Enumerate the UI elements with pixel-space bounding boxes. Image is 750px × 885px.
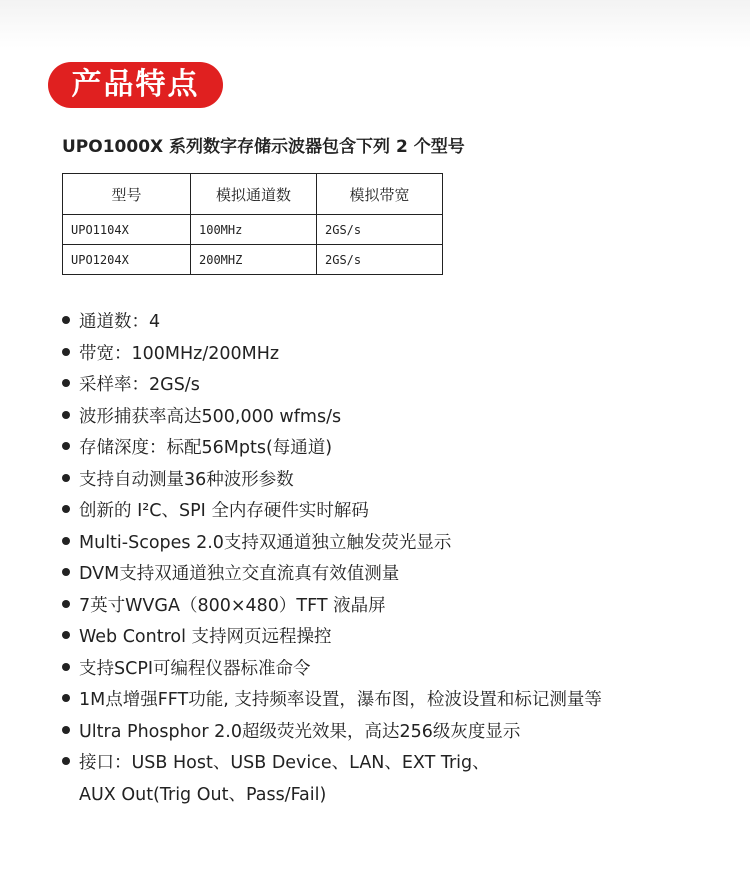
table-cell: 200MHZ — [191, 245, 317, 275]
models-table — [62, 173, 443, 275]
list-item — [62, 685, 602, 717]
models-subtitle: UPO1000X 系列数字存储示波器包含下列 2 个型号 — [62, 137, 465, 157]
list-item — [62, 465, 602, 497]
list-item — [62, 370, 602, 402]
bullet-icon — [62, 474, 70, 482]
header-model: 型号 — [63, 174, 191, 215]
feature-text-continuation: AUX Out(Trig Out、Pass/Fail) — [79, 784, 327, 805]
bullet-icon — [62, 316, 70, 324]
table-cell: 2GS/s — [317, 215, 443, 245]
list-item — [62, 496, 602, 528]
feature-text: DVM支持双通道独立交直流真有效值测量 — [79, 564, 400, 584]
feature-text: Multi-Scopes 2.0支持双通道独立触发荧光显示 — [79, 532, 452, 553]
feature-text: 波形捕获率高达500,000 wfms/s — [79, 406, 342, 427]
table-cell: 100MHz — [191, 215, 317, 245]
bullet-icon — [62, 411, 70, 419]
list-item-continuation — [62, 780, 602, 812]
feature-text: 1M点增强FFT功能, 支持频率设置，瀑布图，检波设置和标记测量等 — [79, 690, 602, 710]
list-item — [62, 339, 602, 371]
bullet-icon — [62, 379, 70, 387]
table-cell: UPO1104X — [63, 215, 191, 245]
bullet-icon — [62, 348, 70, 356]
list-item — [62, 717, 602, 749]
feature-text: Ultra Phosphor 2.0超级荧光效果，高达256级灰度显示 — [79, 721, 521, 742]
header-channels: 模拟通道数 — [191, 174, 317, 215]
feature-text: 支持自动测量36种波形参数 — [79, 469, 294, 490]
list-item — [62, 748, 602, 780]
bullet-icon — [62, 537, 70, 545]
feature-text: 带宽：100MHz/200MHz — [79, 343, 280, 364]
feature-text: 通道数：4 — [79, 312, 161, 332]
bullet-icon — [62, 726, 70, 734]
feature-text: 存储深度：标配56Mpts(每通道) — [79, 438, 333, 458]
table-header-row — [63, 174, 443, 215]
bullet-icon — [62, 663, 70, 671]
list-item — [62, 433, 602, 465]
table-cell: 2GS/s — [317, 245, 443, 275]
list-item — [62, 402, 602, 434]
list-item — [62, 528, 602, 560]
list-item — [62, 307, 602, 339]
feature-list — [62, 307, 602, 811]
list-item — [62, 591, 602, 623]
top-band — [0, 0, 750, 48]
bullet-icon — [62, 757, 70, 765]
bullet-icon — [62, 505, 70, 513]
feature-text: 接口：USB Host、USB Device、LAN、EXT Trig、 — [79, 753, 490, 773]
feature-text: 7英寸WVGA（800×480）TFT 液晶屏 — [79, 595, 386, 616]
table-row — [63, 215, 443, 245]
feature-text: Web Control 支持网页远程操控 — [79, 627, 332, 647]
bullet-icon — [62, 694, 70, 702]
table-cell: UPO1204X — [63, 245, 191, 275]
bullet-icon — [62, 600, 70, 608]
feature-text: 采样率：2GS/s — [79, 375, 200, 395]
feature-text: 创新的 I²C、SPI 全内存硬件实时解码 — [79, 501, 369, 521]
list-item — [62, 622, 602, 654]
list-item — [62, 654, 602, 686]
list-item — [62, 559, 602, 591]
header-bandwidth: 模拟带宽 — [317, 174, 443, 215]
bullet-icon — [62, 442, 70, 450]
section-title-badge: 产品特点 — [48, 62, 223, 108]
feature-text: 支持SCPI可编程仪器标准命令 — [79, 658, 311, 679]
table-row — [63, 245, 443, 275]
bullet-icon — [62, 631, 70, 639]
bullet-icon — [62, 568, 70, 576]
